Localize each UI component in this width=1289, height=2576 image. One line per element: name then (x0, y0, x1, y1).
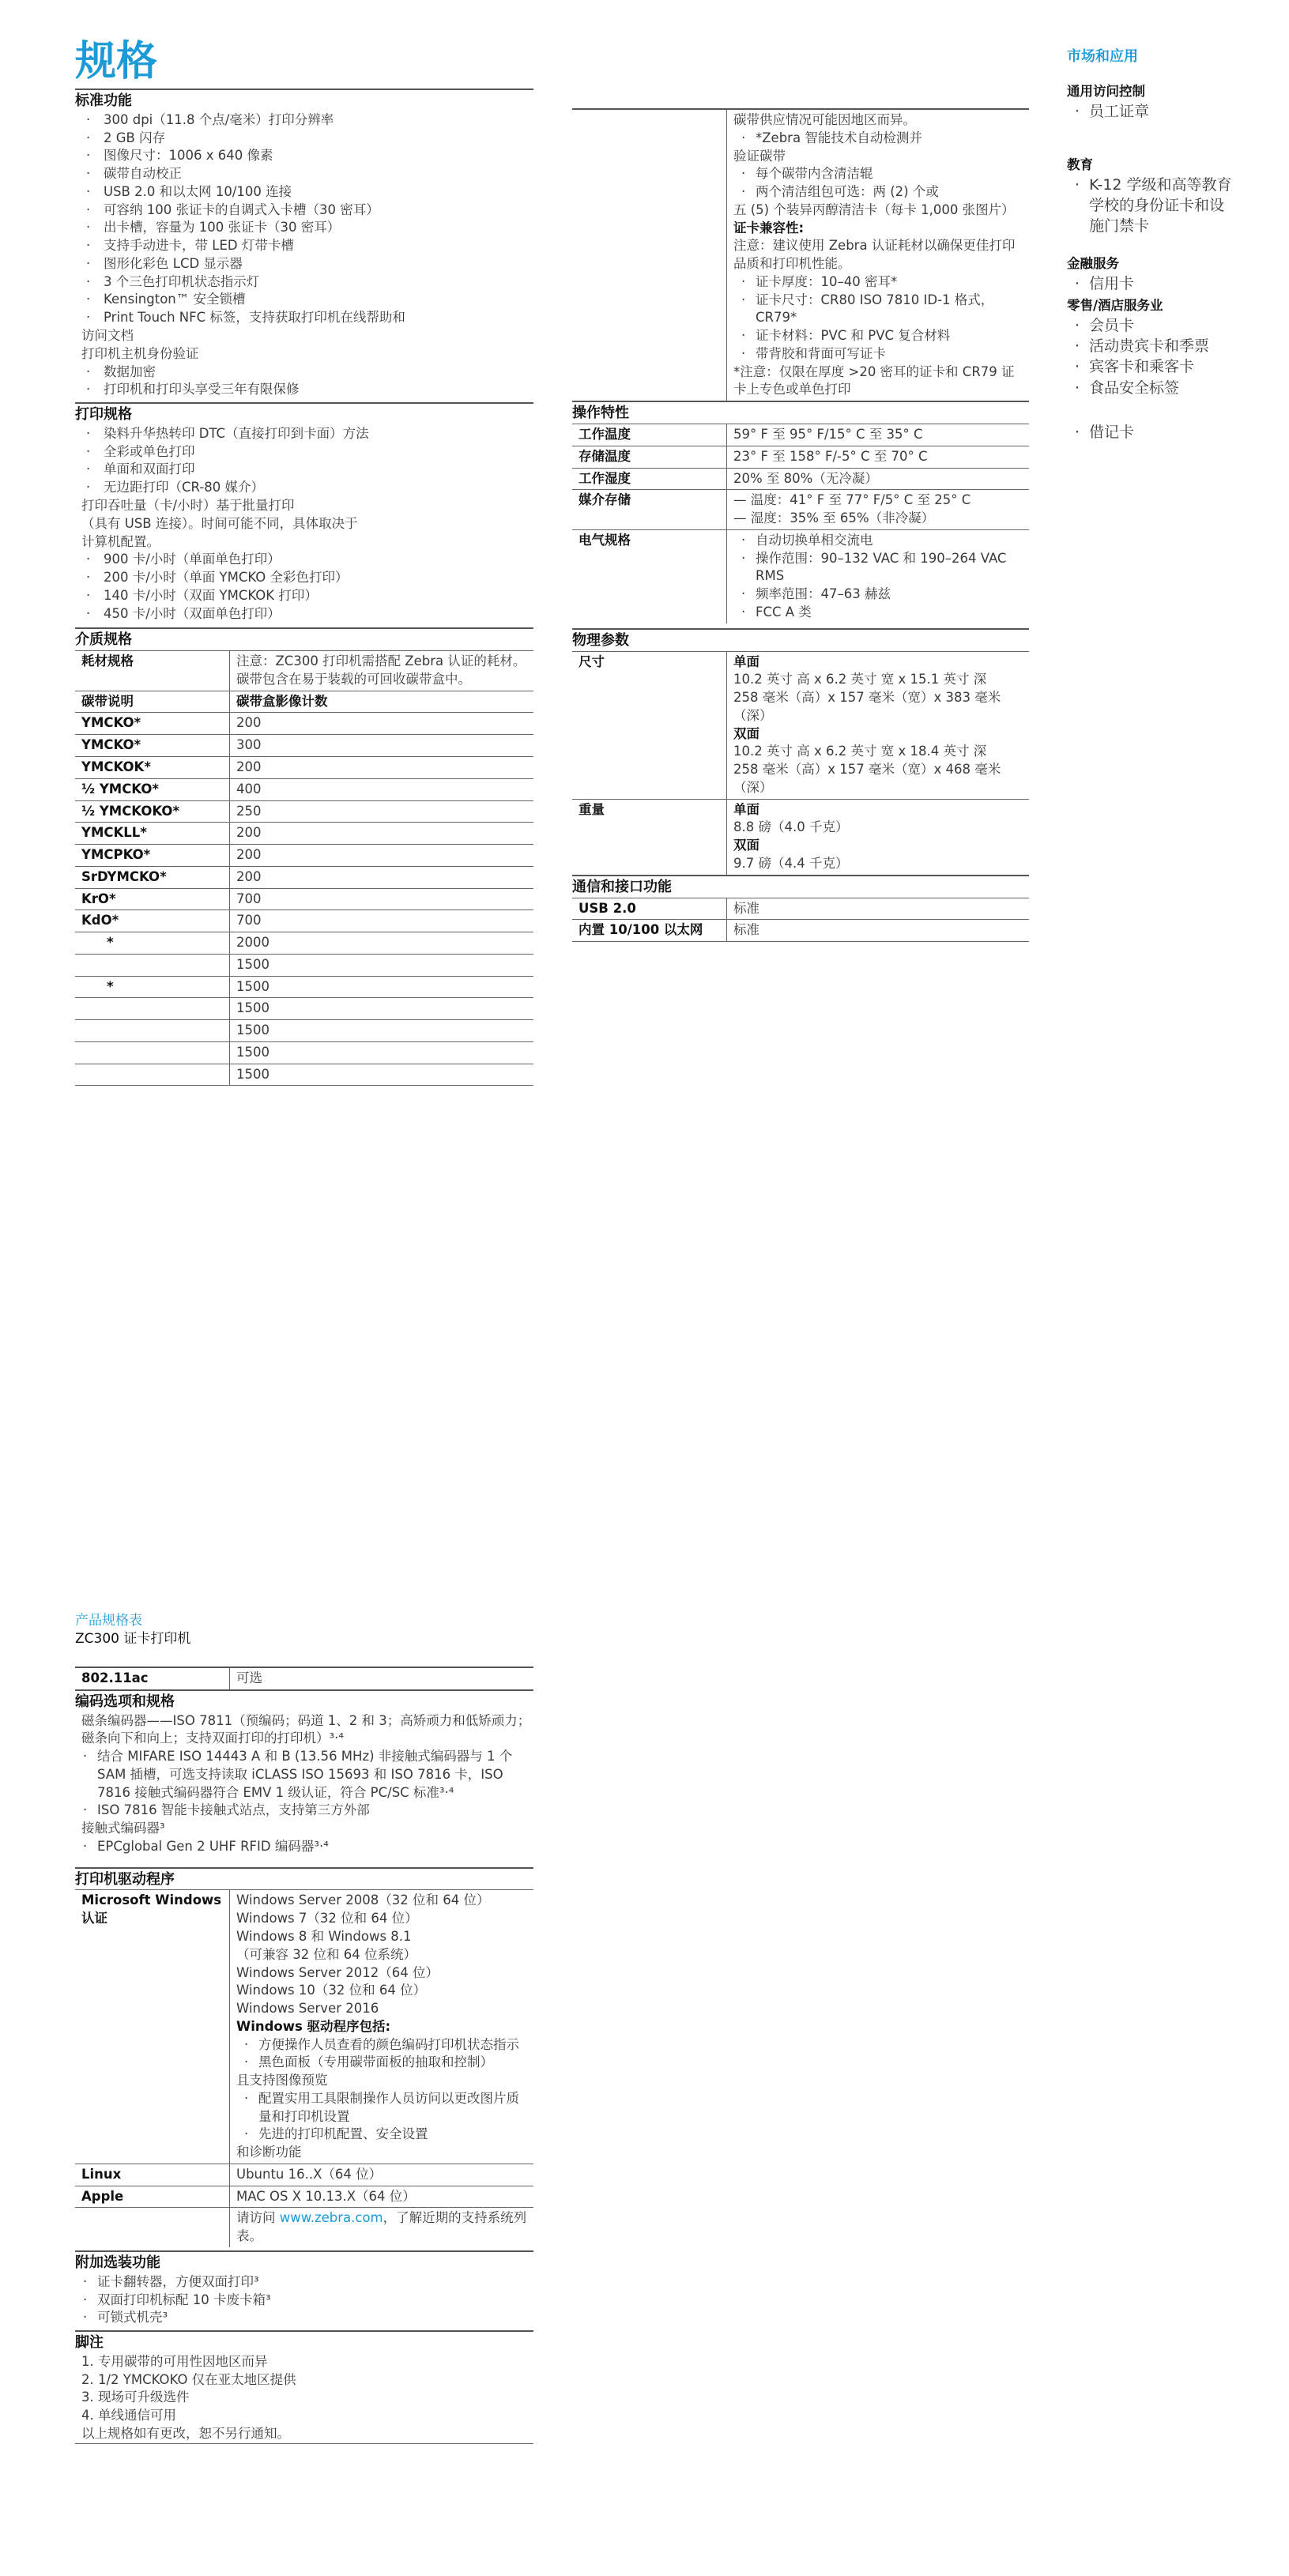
market-list (1067, 101, 1233, 122)
row-key: YMCPKO* (81, 847, 151, 863)
text-line: 258 毫米（高）x 157 毫米（宽）x 383 毫米（深） (733, 690, 1001, 723)
row-value: 59° F 至 95° F/15° C 至 35° C (726, 424, 1029, 446)
options-list (75, 2273, 533, 2327)
list-item: · 支持手动进卡，带 LED 灯带卡槽 (75, 237, 533, 255)
table-row (75, 932, 533, 954)
row-key: KrO* (81, 891, 116, 906)
row-value: MAC OS X 10.13.X（64 位） (229, 2186, 533, 2208)
comm-section (572, 875, 1029, 942)
table-row (75, 1019, 533, 1041)
model-name: ZC300 证卡打印机 (75, 1631, 191, 1648)
list-item: · 两个清洁组包可选：两 (2) 个或 (733, 183, 1023, 201)
row-key (75, 955, 229, 976)
row-key: 电气规格 (579, 532, 631, 548)
encoding-list-2 (75, 1838, 533, 1856)
section-heading: 物理参数 (572, 631, 629, 649)
table-row (75, 1041, 533, 1064)
table-row (572, 468, 1029, 490)
ribbon-list-2 (733, 165, 1023, 201)
compat-heading: 证卡兼容性: (733, 220, 805, 235)
row-key (75, 1064, 229, 1086)
list-item: · 图像尺寸：1006 x 640 像素 (75, 147, 533, 165)
size-row (572, 651, 1029, 799)
market-list (1067, 422, 1233, 443)
section-heading: 附加选装功能 (75, 2254, 160, 2271)
encoding-section (75, 1689, 533, 1856)
column-header: 碳带盒影像计数 (229, 691, 533, 713)
row-value: 200 (229, 845, 533, 866)
row-key: 工作温度 (579, 427, 631, 443)
media-storage-row (572, 489, 1029, 529)
row-key: 尺寸 (579, 653, 605, 669)
electrical-row (572, 529, 1029, 623)
row-key: 存储温度 (579, 448, 631, 464)
market-group (1067, 156, 1233, 236)
print-specs-list (75, 425, 533, 497)
text-line: Windows 8 和 Windows 8.1 (236, 1928, 412, 1944)
text-line: 访问文档 (81, 328, 134, 344)
section-heading: 脚注 (75, 2334, 104, 2352)
list-item: · 全彩或单色打印 (75, 443, 533, 461)
wifi-row (75, 1666, 533, 1689)
list-item: · 3 个三色打印机状态指示灯 (75, 273, 533, 292)
ribbon-compat-row (572, 110, 1029, 401)
market-group (1067, 255, 1233, 294)
row-value: 注意：ZC300 打印机需搭配 Zebra 认证的耗材。碳带包含在易于装载的可回收碳带盒中。 (229, 651, 533, 691)
text-line: 打印机主机身份验证 (81, 345, 199, 361)
market-item: · K-12 学级和高等教育学校的身份证卡和设施门禁卡 (1067, 175, 1233, 237)
list-item: · 双面打印机标配 10 卡废卡箱³ (75, 2292, 533, 2310)
table-row (75, 910, 533, 932)
windows-features (236, 2036, 527, 2073)
row-key: Apple (81, 2188, 124, 2204)
visit-row (75, 2207, 533, 2247)
list-item: · FCC A 类 (733, 604, 1023, 622)
row-value: 1500 (229, 1042, 533, 1064)
row-value: 可选 (229, 1668, 533, 1689)
text-line: 8.8 磅（4.0 千克） (733, 819, 849, 835)
market-heading: 教育 (1067, 156, 1093, 172)
row-key: * (107, 978, 114, 994)
row-value: 1500 (229, 977, 533, 998)
list-item: · 证卡尺寸：CR80 ISO 7810 ID-1 格式，CR79* (733, 292, 1023, 328)
encoding-note: 磁条编码器——ISO 7811（预编码；码道 1、2 和 3；高矫顽力和低矫顽力；磁条向下和向上；支持双面打印的打印机）³·⁴ (81, 1712, 531, 1746)
text-line: 9.7 磅（4.4 千克） (733, 855, 849, 871)
list-item: · 操作范围：90–132 VAC 和 190–264 VAC RMS (733, 550, 1023, 586)
table-row (75, 888, 533, 910)
list-item: · 带背胶和背面可写证卡 (733, 345, 1023, 363)
print-specs-section (75, 402, 533, 623)
row-value: 200 (229, 713, 533, 734)
list-item: · 140 卡/小时（双面 YMCKOK 打印） (75, 587, 533, 605)
list-item: · 300 dpi（11.8 个点/毫米）打印分辨率 (75, 111, 533, 130)
list-item: · 200 卡/小时（单面 YMCKO 全彩色打印） (75, 569, 533, 587)
row-key: YMCKO* (81, 737, 141, 753)
text: ，了解近期的支持系统列表。 (236, 2210, 527, 2244)
row-value (726, 530, 1029, 623)
row-key (75, 998, 229, 1019)
row-value: 200 (229, 867, 533, 888)
row-value: 1500 (229, 998, 533, 1019)
row-value: 1500 (229, 1020, 533, 1041)
row-value: 700 (229, 889, 533, 910)
electrical-list (733, 532, 1023, 622)
sub-heading: 单面 (733, 801, 759, 817)
row-value: 1500 (229, 955, 533, 976)
market-list (1067, 273, 1233, 294)
table-row (75, 954, 533, 976)
row-value: 200 (229, 823, 533, 844)
print-throughput-list (75, 551, 533, 623)
standard-features-section (75, 89, 533, 399)
table-row (75, 844, 533, 866)
standard-features-list (75, 111, 533, 327)
row-key: Microsoft Windows 认证 (81, 1892, 222, 1926)
market-list (1067, 315, 1233, 398)
standard-features-list-2 (75, 363, 533, 400)
row-key: YMCKO* (81, 715, 141, 731)
list-item: · USB 2.0 和以太网 10/100 连接 (75, 183, 533, 201)
row-key (75, 1042, 229, 1064)
left-column (75, 38, 533, 1086)
text-line: 10.2 英寸 高 x 6.2 英寸 宽 x 15.1 英寸 深 (733, 672, 987, 687)
text-line: 且支持图像预览 (236, 2073, 328, 2088)
zebra-link[interactable]: www.zebra.com (279, 2210, 383, 2226)
footnotes-section (75, 2330, 533, 2444)
row-key: * (107, 935, 114, 951)
row-value: 1500 (229, 1064, 533, 1086)
list-item: · 结合 MIFARE ISO 14443 A 和 B (13.56 MHz) 非接触式编码器与 1 个 SAM 插槽，可选支持读取 iCLASS ISO 15693 和 ISO 7816 卡，ISO 7816 接触式编码器符合 EMV 1 级认证，符合 PC/SC 标准³·⁴ (75, 1748, 533, 1802)
list-item: · ISO 7816 智能卡接触式站点，支持第三方外部 (75, 1802, 533, 1820)
market-item: · 信用卡 (1067, 273, 1233, 294)
text-line: 2. 1/2 YMCKOKO 仅在亚太地区提供 (81, 2371, 296, 2387)
comm-table (572, 898, 1029, 942)
weight-row (572, 799, 1029, 875)
ribbon-list (733, 130, 1023, 148)
markets-list (1067, 83, 1233, 443)
markets-heading: 市场和应用 (1067, 48, 1138, 65)
list-item: · 无边距打印（CR-80 媒介） (75, 479, 533, 497)
text-line: — 湿度：35% 至 65%（非冷凝） (733, 510, 935, 526)
consumables-row (75, 650, 533, 691)
drivers-section (75, 1867, 533, 2247)
row-key: 工作湿度 (579, 470, 631, 486)
table-row (75, 866, 533, 888)
row-key (75, 1020, 229, 1041)
physical-section (572, 628, 1029, 875)
right-column (1067, 47, 1233, 446)
table-row (75, 734, 533, 756)
column-header: 碳带说明 (81, 693, 134, 709)
row-value (229, 1890, 533, 2163)
apple-row (75, 2186, 533, 2208)
list-item: · 2 GB 闪存 (75, 130, 533, 148)
table-row (75, 976, 533, 998)
windows-features-2 (236, 2090, 527, 2144)
row-key: SrDYMCKO* (81, 868, 167, 884)
operating-section (572, 401, 1029, 623)
text-line: 验证碳带 (733, 148, 786, 164)
row-value (229, 2208, 533, 2247)
text-line: Windows Server 2016 (236, 2001, 379, 2017)
list-item: · 证卡厚度：10–40 密耳* (733, 273, 1023, 292)
table-row (572, 898, 1029, 920)
text-line: — 温度：41° F 至 77° F/5° C 至 25° C (733, 492, 971, 508)
row-key: 耗材规格 (81, 653, 134, 669)
list-item: · *Zebra 智能技术自动检测并 (733, 130, 1023, 148)
row-value: 2000 (229, 932, 533, 954)
table-row (75, 800, 533, 823)
ribbon-table (75, 712, 533, 1085)
text: 请访问 (236, 2210, 280, 2226)
market-group (1067, 297, 1233, 398)
market-item: · 借记卡 (1067, 422, 1233, 443)
list-item: · 频率范围：47–63 赫兹 (733, 586, 1023, 604)
market-heading: 通用访问控制 (1067, 83, 1145, 99)
ribbon-table-header (75, 691, 533, 713)
table-row (572, 919, 1029, 941)
table-row (75, 778, 533, 800)
section-heading: 打印机驱动程序 (75, 1870, 175, 1888)
list-item: · 黑色面板（专用碳带面板的抽取和控制） (236, 2054, 527, 2072)
encoding-list (75, 1748, 533, 1820)
text-line: 计算机配置。 (81, 533, 160, 549)
operating-table (572, 424, 1029, 489)
list-item: · 证卡翻转器，方便双面打印³ (75, 2273, 533, 2292)
row-key: YMCKOK* (81, 759, 151, 774)
page-title: 规格 (75, 38, 158, 85)
section-heading: 标准功能 (75, 92, 132, 109)
divider (75, 2443, 533, 2444)
row-key: KdO* (81, 913, 119, 928)
print-throughput-note (75, 497, 533, 551)
text-line: 3. 现场可升级选件 (81, 2390, 190, 2405)
row-value (726, 490, 1029, 529)
list-item: · 450 卡/小时（双面单色打印） (75, 605, 533, 623)
row-key: ½ YMCKOKO* (81, 803, 180, 819)
sub-heading: Windows 驱动程序包括: (236, 2018, 391, 2034)
windows-row (75, 1889, 533, 2163)
middle-column (572, 108, 1029, 942)
list-item: · 配置实用工具限制操作人员访问以更改图片质量和打印机设置 (236, 2090, 527, 2126)
row-value: 300 (229, 735, 533, 756)
list-item: · 可锁式机壳³ (75, 2309, 533, 2327)
row-value (726, 110, 1029, 401)
text-line: Windows Server 2012（64 位） (236, 1964, 439, 1980)
windows-versions (236, 1892, 527, 2017)
text-line: Windows Server 2008（32 位和 64 位） (236, 1892, 490, 1908)
table-row (75, 712, 533, 734)
row-key: 媒介存储 (579, 492, 631, 508)
market-group (1067, 83, 1233, 122)
list-item: · 碳带自动校正 (75, 165, 533, 183)
list-item: · Print Touch NFC 标签，支持获取打印机在线帮助和 (75, 309, 533, 327)
list-item: · 数据加密 (75, 363, 533, 382)
list-item: · Kensington™ 安全锁槽 (75, 291, 533, 309)
market-item: · 员工证章 (1067, 101, 1233, 122)
section-heading: 编码选项和规格 (75, 1693, 175, 1710)
text-line: 五 (5) 个装异丙醇清洁卡（每卡 1,000 张图片） (733, 201, 1015, 217)
row-key: 重量 (579, 801, 605, 817)
market-heading: 零售/酒店服务业 (1067, 298, 1163, 314)
list-item: · 每个碳带内含清洁辊 (733, 165, 1023, 183)
market-group (1067, 422, 1233, 443)
list-item: · 图形化彩色 LCD 显示器 (75, 255, 533, 273)
row-value: 标准 (726, 920, 1029, 941)
row-key: YMCKLL* (81, 825, 147, 841)
compat-footnote: *注意：仅限在厚度 >20 密耳的证卡和 CR79 证卡上专色或单色打印 (733, 363, 1015, 397)
text-line: 打印吞吐量（卡/小时）基于批量打印 (81, 497, 295, 513)
text-line: 258 毫米（高）x 157 毫米（宽）x 468 毫米（深） (733, 762, 1001, 795)
sub-heading: 双面 (733, 725, 759, 741)
market-item: · 会员卡 (1067, 315, 1233, 336)
market-item: · 活动贵宾卡和季票 (1067, 336, 1233, 356)
section-heading: 操作特性 (572, 405, 629, 422)
divider (572, 941, 1029, 942)
text-line: （可兼容 32 位和 64 位系统） (236, 1946, 416, 1962)
section-heading: 通信和接口功能 (572, 878, 672, 895)
list-item: · 单面和双面打印 (75, 461, 533, 479)
list-item: · 900 卡/小时（单面单色打印） (75, 551, 533, 569)
row-value: 23° F 至 158° F/-5° C 至 70° C (726, 446, 1029, 468)
text-line: （具有 USB 连接）。时间可能不同，具体取决于 (81, 515, 358, 531)
row-key: ½ YMCKO* (81, 781, 160, 797)
row-value (726, 800, 1029, 875)
table-row (75, 1064, 533, 1086)
section-heading: 介质规格 (75, 631, 132, 649)
list-item: · 证卡材料：PVC 和 PVC 复合材料 (733, 327, 1023, 345)
ribbon-compat-block (572, 108, 1029, 401)
row-key: USB 2.0 (579, 900, 636, 916)
footnotes (75, 2353, 533, 2443)
market-item: · 食品安全标签 (1067, 378, 1233, 398)
compat-list (733, 273, 1023, 363)
media-specs-section (75, 627, 533, 1086)
list-item: · 方便操作人员查看的颜色编码打印机状态指示 (236, 2036, 527, 2054)
text-line: 10.2 英寸 高 x 6.2 英寸 宽 x 18.4 英寸 深 (733, 744, 987, 759)
section-heading: 打印规格 (75, 406, 132, 424)
row-value: 250 (229, 801, 533, 823)
sub-heading: 单面 (733, 653, 759, 669)
table-row (572, 446, 1029, 468)
text-line: Windows 10（32 位和 64 位） (236, 1983, 427, 1998)
list-item: · EPCglobal Gen 2 UHF RFID 编码器³·⁴ (75, 1838, 533, 1856)
row-key: 802.11ac (81, 1670, 149, 1685)
row-value: 400 (229, 779, 533, 800)
lower-left-column (75, 1612, 533, 2444)
table-row (75, 756, 533, 778)
linux-row (75, 2164, 533, 2186)
row-value (726, 652, 1029, 799)
row-value: 20% 至 80%（无冷凝） (726, 469, 1029, 490)
text-line: 4. 单线通信可用 (81, 2408, 176, 2423)
market-list (1067, 175, 1233, 237)
text-line: 碳带供应情况可能因地区而异。 (733, 112, 916, 127)
ribbon-note (733, 111, 1023, 130)
sub-heading: 双面 (733, 838, 759, 853)
row-value: 700 (229, 910, 533, 932)
text-line: 1. 专用碳带的可用性因地区而异 (81, 2353, 268, 2369)
text-line: 接触式编码器³ (81, 1821, 165, 1836)
row-key: Linux (81, 2166, 122, 2182)
row-value: 标准 (726, 898, 1029, 920)
list-item: · 打印机和打印头享受三年有限保修 (75, 381, 533, 399)
doc-subtitle: 产品规格表 (75, 1613, 142, 1629)
table-row (75, 822, 533, 844)
row-key: 内置 10/100 以太网 (579, 922, 703, 938)
row-key-empty (75, 2208, 229, 2247)
list-item: · 自动切换单相交流电 (733, 532, 1023, 550)
text-line: Windows 7（32 位和 64 位） (236, 1911, 418, 1926)
compat-note: 注意：建议使用 Zebra 认证耗材以确保更佳打印品质和打印机性能。 (733, 238, 1016, 272)
list-item: · 出卡槽，容量为 100 张证卡（30 密耳） (75, 219, 533, 237)
table-row (572, 424, 1029, 446)
table-row (75, 997, 533, 1019)
list-item: · 先进的打印机配置、安全设置 (236, 2126, 527, 2144)
list-item: · 染料升华热转印 DTC（直接打印到卡面）方法 (75, 425, 533, 443)
text-line: 以上规格如有更改，恕不另行通知。 (81, 2426, 290, 2442)
row-key-empty (572, 110, 726, 401)
list-item: · 可容纳 100 张证卡的自调式入卡槽（30 密耳） (75, 201, 533, 220)
market-item: · 宾客卡和乘客卡 (1067, 356, 1233, 377)
market-heading: 金融服务 (1067, 256, 1119, 272)
options-section (75, 2250, 533, 2327)
row-value: 200 (229, 757, 533, 778)
row-value: Ubuntu 16..X（64 位） (229, 2164, 533, 2186)
text-line: 和诊断功能 (236, 2145, 302, 2160)
divider (75, 1085, 533, 1086)
